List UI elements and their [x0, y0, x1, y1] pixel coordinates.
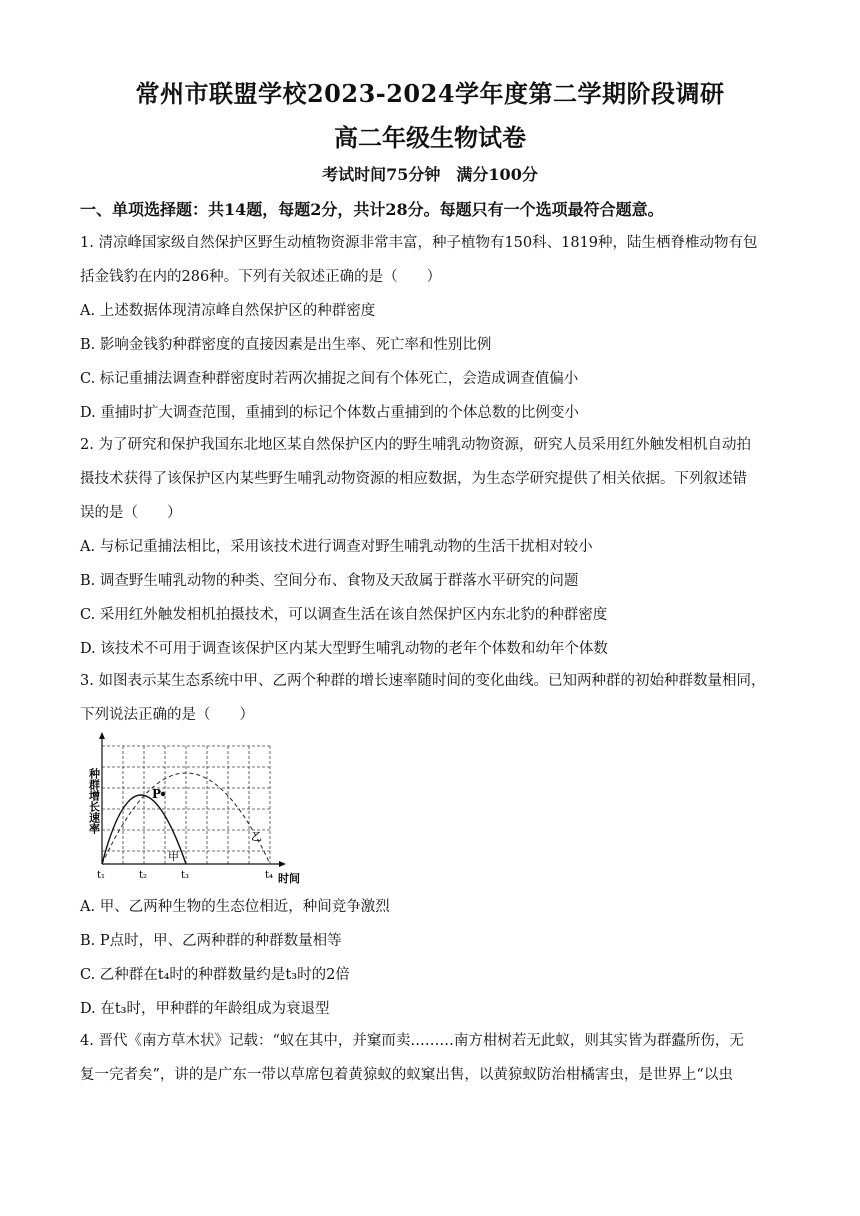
question-stem-line: 3. 如图表示某生态系统中甲、乙两个种群的增长速率随时间的变化曲线。已知两种群的初始种群数量相同， — [80, 673, 766, 689]
option-d: D. 重捕时扩大调查范围，重捕到的标记个体数占重捕到的个体总数的比例变小 — [80, 405, 579, 421]
question-stem-line: 括金钱豹在内的286种。下列有关叙述正确的是（ ） — [80, 269, 442, 285]
option-a: A. 与标记重捕法相比，采用该技术进行调查对野生哺乳动物的生活干扰相对较小 — [80, 539, 593, 555]
option-b: B. 影响金钱豹种群密度的直接因素是出生率、死亡率和性别比例 — [80, 337, 492, 353]
question-2 — [80, 428, 780, 666]
option-c: C. 乙种群在t₄时的种群数量约是t₃时的2倍 — [80, 967, 350, 983]
x-axis-arrow — [279, 861, 286, 867]
question-4 — [80, 1024, 780, 1092]
option-c: C. 标记重捕法调查种群密度时若两次捕捉之间有个体死亡，会造成调查值偏小 — [80, 371, 579, 387]
tick-t4: t₄ — [265, 870, 274, 881]
question-1 — [80, 226, 780, 430]
question-stem-line: 1. 清凉峰国家级自然保护区野生动植物资源非常丰富，种子植物有150科、1819种，陆生栖脊椎动物有包 — [80, 235, 758, 251]
section-heading: 一、单项选择题：共14题，每题2分，共计28分。每题只有一个选项最符合题意。 — [80, 200, 664, 219]
option-d: D. 该技术不可用于调查该保护区内某大型野生哺乳动物的老年个体数和幼年个体数 — [80, 641, 608, 657]
y-axis-arrow — [99, 732, 105, 739]
point-p-label: P — [152, 787, 162, 801]
question-stem-line: 误的是（ ） — [80, 505, 182, 521]
option-a: A. 甲、乙两种生物的生态位相近，种间竞争激烈 — [80, 899, 390, 915]
tick-t1: t₁ — [97, 870, 106, 881]
chart-axes — [102, 734, 282, 864]
point-p-marker — [161, 792, 165, 796]
chart-grid — [102, 746, 270, 864]
x-axis-label: 时间 — [278, 872, 300, 885]
question-stem-line: 4. 晋代《南方草木状》记载：“蚁在其中，并窠而卖………南方柑树若无此蚁，则其实皆为群蠹所伤，无 — [80, 1033, 744, 1049]
question-stem-line: 2. 为了研究和保护我国东北地区某自然保护区内的野生哺乳动物资源，研究人员采用红外触发相机自动拍 — [80, 437, 751, 453]
option-d: D. 在t₃时，甲种群的年龄组成为衰退型 — [80, 1001, 330, 1017]
tick-t2: t₂ — [139, 870, 148, 881]
growth-rate-chart — [87, 732, 312, 885]
option-b: B. P点时，甲、乙两种群的种群数量相等 — [80, 933, 342, 949]
exam-title: 常州市联盟学校2023-2024学年度第二学期阶段调研 — [135, 79, 725, 108]
question-3 — [80, 664, 780, 732]
question-stem-line: 下列说法正确的是（ ） — [80, 707, 254, 723]
question-stem-line: 摄技术获得了该保护区内某些野生哺乳动物资源的相应数据，为生态学研究提供了相关依据。下列叙述错 — [80, 471, 747, 487]
curve-yi-label: 乙 — [251, 830, 262, 843]
y-axis-label: 种群增长速率 — [87, 768, 101, 834]
option-c: C. 采用红外触发相机拍摄技术，可以调查生活在该自然保护区内东北豹的种群密度 — [80, 607, 608, 623]
exam-info: 考试时间75分钟 满分100分 — [322, 165, 538, 184]
exam-subtitle: 高二年级生物试卷 — [334, 123, 526, 152]
option-a: A. 上述数据体现清凉峰自然保护区的种群密度 — [80, 303, 376, 319]
question-3-options — [80, 890, 780, 1026]
question-stem-line: 复一完者矣”，讲的是广东一带以草席包着黄猄蚁的蚁窠出售，以黄猄蚁防治柑橘害虫，是世界上“以虫 — [80, 1067, 733, 1083]
curve-jia-label: 甲 — [168, 850, 179, 863]
tick-t3: t₃ — [181, 870, 190, 881]
growth-rate-figure — [87, 732, 312, 885]
option-b: B. 调查野生哺乳动物的种类、空间分布、食物及天敌属于群落水平研究的问题 — [80, 573, 579, 589]
